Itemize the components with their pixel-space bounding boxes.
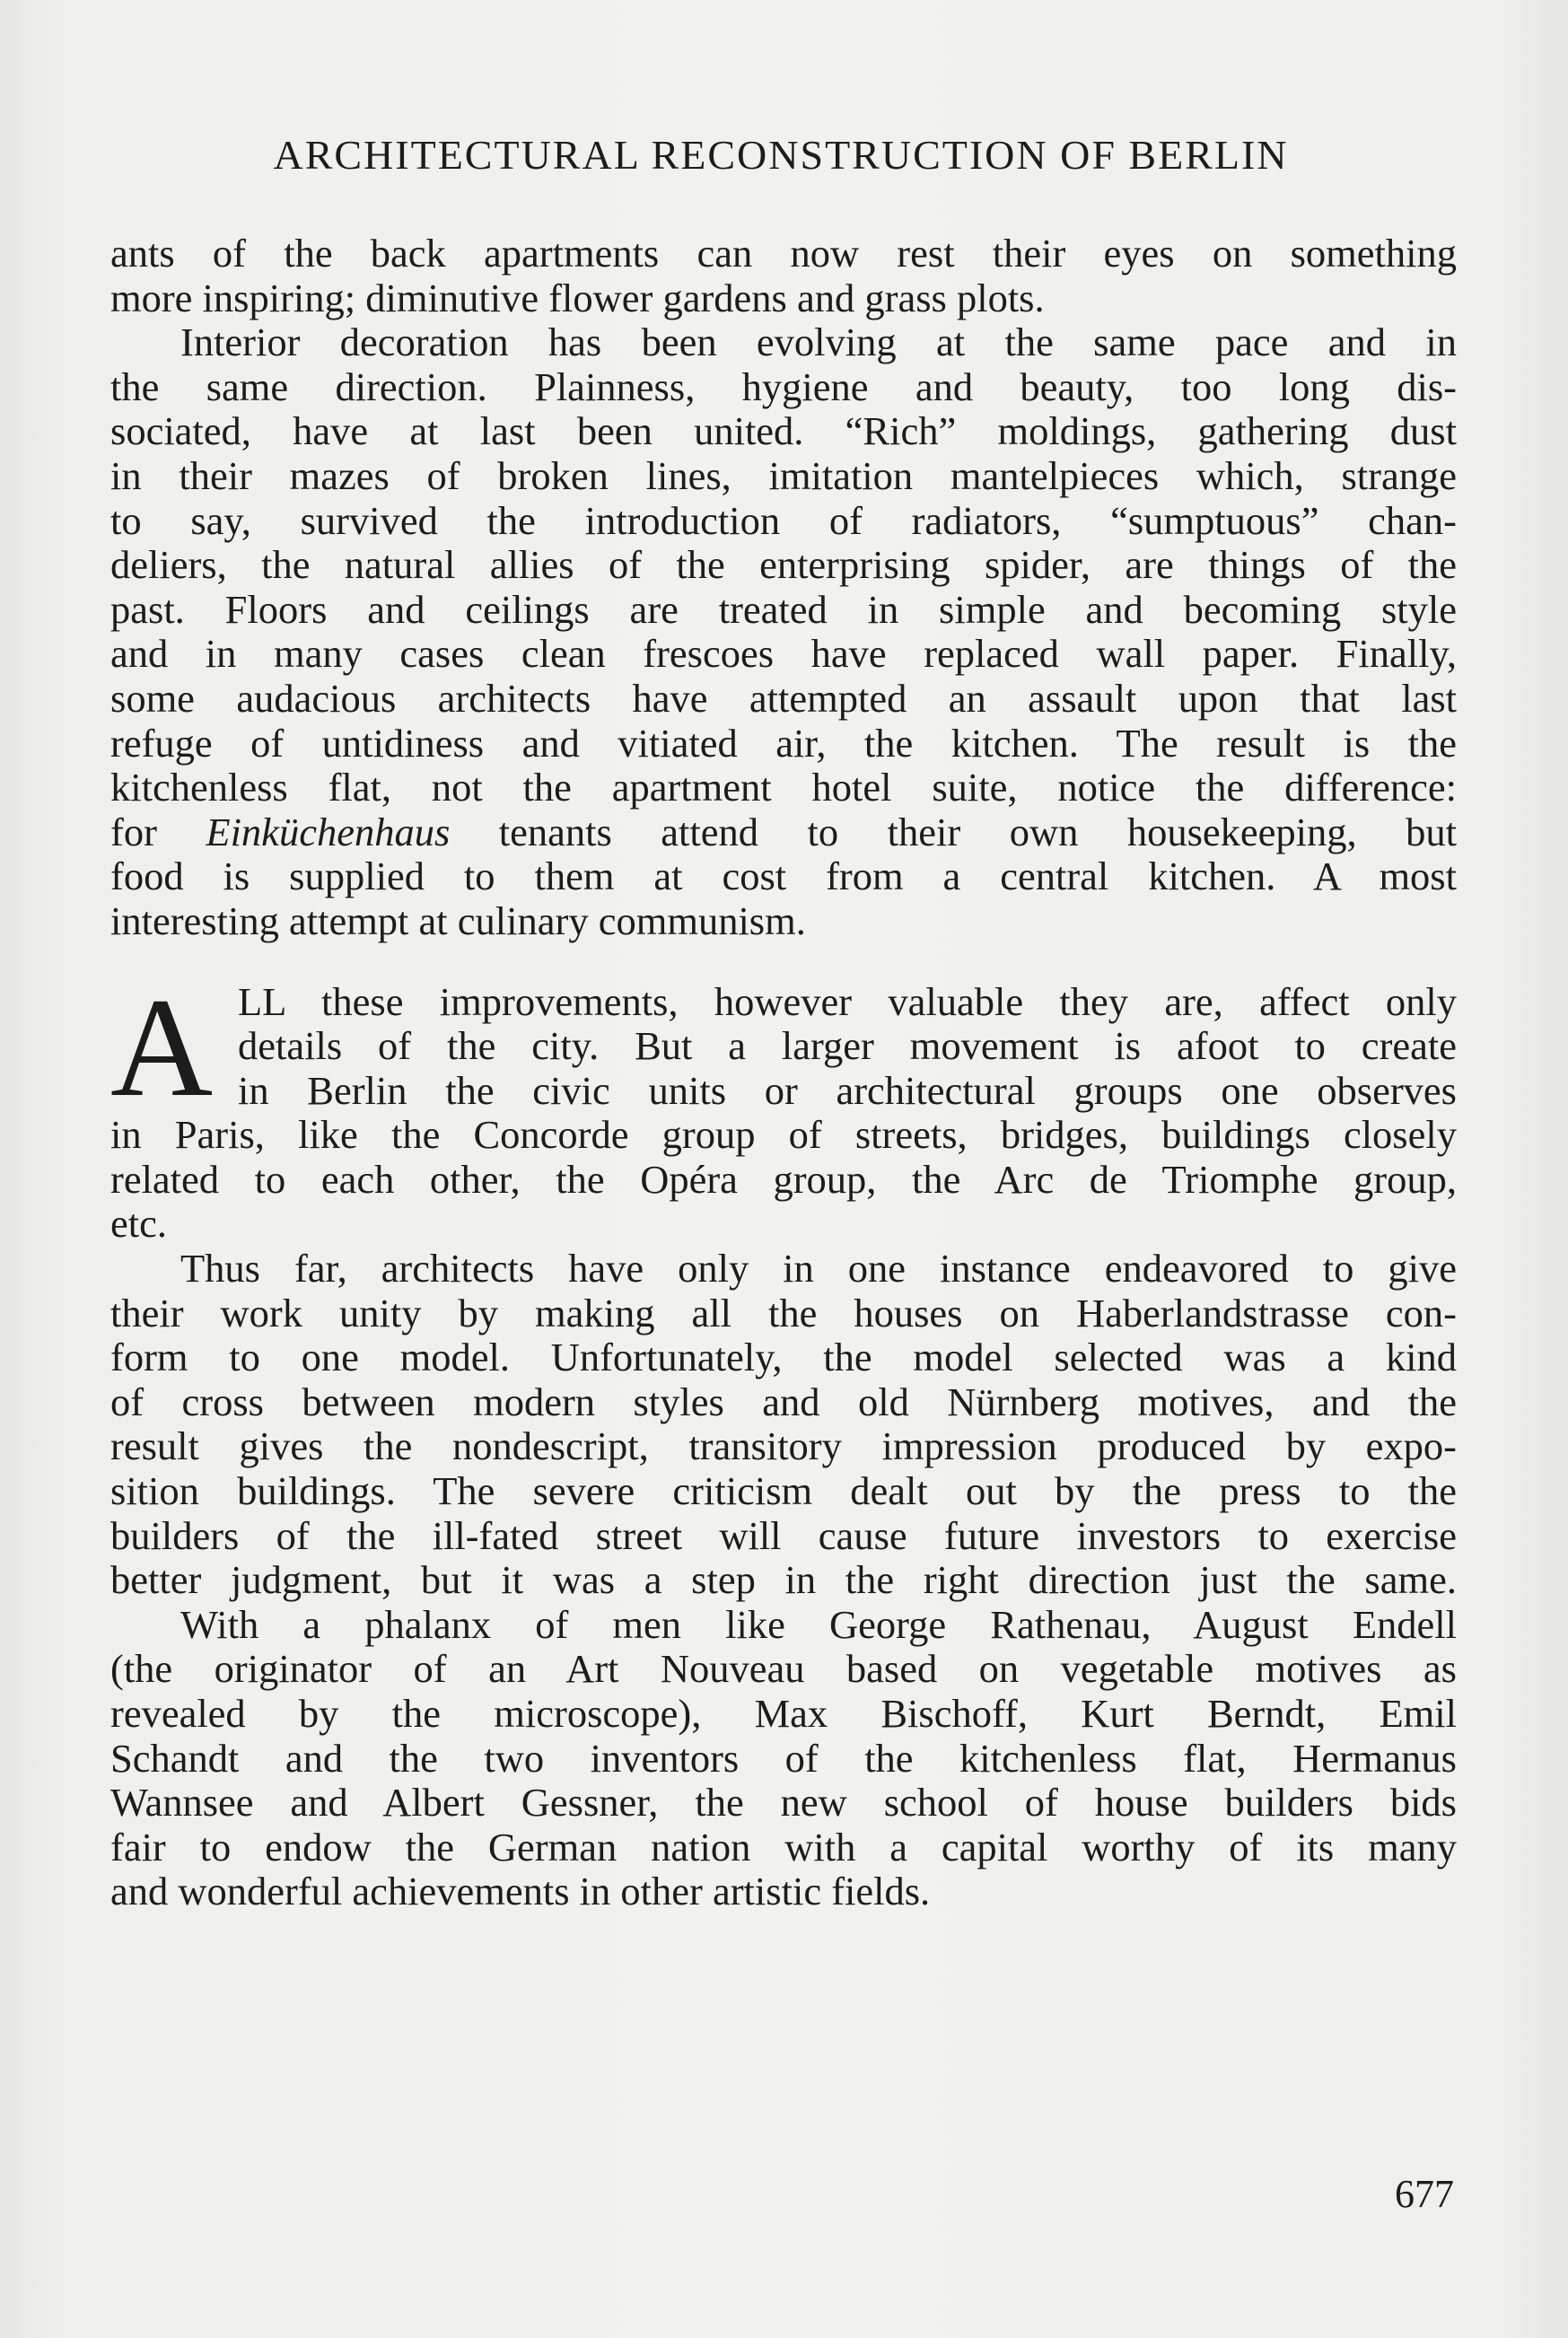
page-number: 677 <box>1395 2172 1454 2216</box>
italic-term: Einküchenhaus <box>206 809 451 854</box>
text-line: Thus far, architects have only in one instance endeavored to give <box>180 1246 1457 1292</box>
text-line: etc. <box>110 1201 167 1247</box>
text-line: of cross between modern styles and old Nürnberg motives, and the <box>110 1379 1457 1424</box>
running-head: ARCHITECTURAL RECONSTRUCTION OF BERLIN <box>273 132 1289 178</box>
text-line: in Paris, like the Concorde group of streets, bridges, buildings closely <box>110 1112 1457 1158</box>
text-line: some audacious architects have attempted an assault upon that last <box>110 675 1457 721</box>
text-line: form to one model. Unfortunately, the model selected was a kind <box>110 1335 1457 1380</box>
text-line: builders of the ill-fated street will cause future investors to exercise <box>110 1512 1457 1558</box>
text-line: Wannsee and Albert Gessner, the new school of house builders bids <box>110 1780 1457 1826</box>
text-line: their work unity by making all the houses on Haberlandstrasse con- <box>110 1290 1457 1335</box>
drop-cap: A <box>110 968 214 1126</box>
text-line: the same direction. Plainness, hygiene and beauty, too long dis- <box>110 363 1457 409</box>
text-line: related to each other, the Opéra group, the Arc de Triomphe group, <box>110 1156 1457 1202</box>
text-line: food is supplied to them at cost from a central kitchen. A most <box>110 854 1457 899</box>
text-line: (the originator of an Art Nouveau based on vegetable motives as <box>110 1646 1457 1692</box>
text-line: and in many cases clean frescoes have replaced wall paper. Finally, <box>110 631 1457 677</box>
text-line: ants of the back apartments can now rest their eyes on something <box>110 231 1457 276</box>
text-line: deliers, the natural allies of the enterprising spider, are things of the <box>110 542 1457 588</box>
text-line: fair to endow the German nation with a capital worthy of its many <box>110 1824 1457 1870</box>
text-line: LL these improvements, however valuable they are, affect only <box>238 978 1457 1024</box>
text-line: kitchenless flat, not the apartment hotel suite, notice the difference: <box>110 765 1457 810</box>
text-line <box>110 810 1457 855</box>
text-line: result gives the nondescript, transitory impression produced by expo- <box>110 1423 1457 1469</box>
text-line: With a phalanx of men like George Rathenau, August Endell <box>180 1601 1457 1647</box>
body-text <box>110 232 1457 1914</box>
text-line: more inspiring; diminutive flower gardens and grass plots. <box>110 275 1045 320</box>
section-gap <box>110 944 1457 980</box>
text-run: for <box>110 809 206 854</box>
text-line: Schandt and the two inventors of the kitchenless flat, Hermanus <box>110 1735 1457 1781</box>
section-drop-cap-paragraph <box>110 968 1457 1248</box>
text-line: details of the city. But a larger movement is afoot to create <box>238 1023 1457 1069</box>
text-line: sociated, have at last been united. “Rich” moldings, gathering dust <box>110 408 1457 454</box>
text-line: to say, survived the introduction of radiators, “sumptuous” chan- <box>110 497 1457 543</box>
text-line: in Berlin the civic units or architectural groups one observes <box>238 1067 1457 1113</box>
text-line: interesting attempt at culinary communism. <box>110 898 806 943</box>
text-line: past. Floors and ceilings are treated in simple and becoming style <box>110 586 1457 632</box>
text-line: and wonderful achievements in other artistic fields. <box>110 1869 931 1914</box>
text-line: sition buildings. The severe criticism dealt out by the press to the <box>110 1468 1457 1514</box>
text-run: tenants attend to their own housekeeping, but <box>450 809 1457 854</box>
text-line: refuge of untidiness and vitiated air, the kitchen. The result is the <box>110 720 1457 766</box>
text-line: better judgment, but it was a step in the right direction just the same. <box>110 1557 1457 1603</box>
text-line: in their mazes of broken lines, imitation mantelpieces which, strange <box>110 452 1457 498</box>
text-line: Interior decoration has been evolving at the same pace and in <box>180 320 1457 365</box>
text-line: revealed by the microscope), Max Bischoff, Kurt Berndt, Emil <box>110 1691 1457 1736</box>
